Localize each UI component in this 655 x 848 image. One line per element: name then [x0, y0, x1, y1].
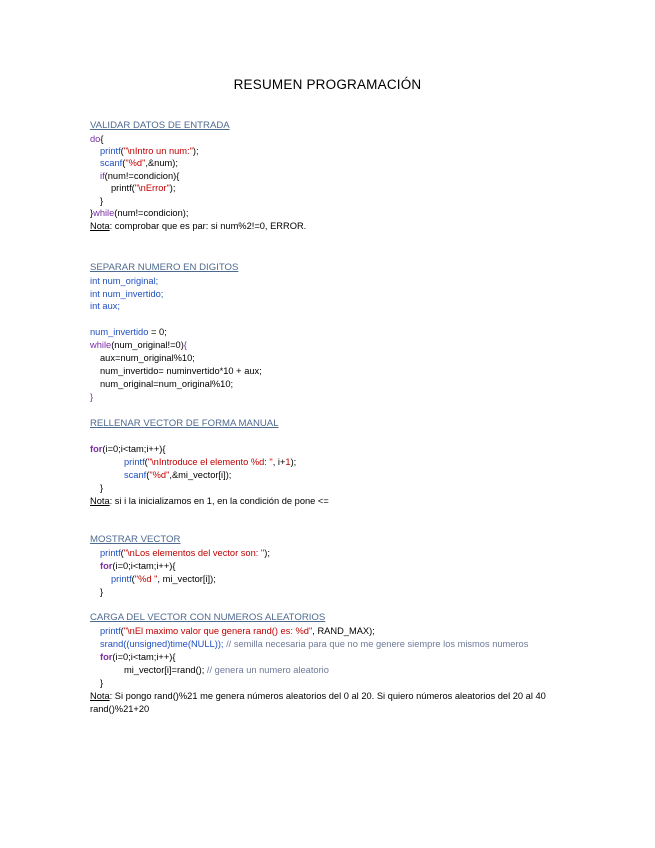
nota-label: Nota [90, 221, 110, 231]
code-line: int aux; [90, 301, 120, 311]
code-text: , i+ [272, 457, 286, 467]
keyword: do [90, 134, 101, 144]
code-line: } [100, 483, 104, 493]
section-heading-mostrar: MOSTRAR VECTOR [90, 534, 181, 545]
code-line [90, 133, 103, 146]
function-name: printf [111, 183, 132, 193]
string-literal: "%d" [125, 158, 146, 168]
string-literal: "%d " [134, 574, 158, 584]
code-line: } [100, 196, 104, 206]
code-line: int num_original; [90, 276, 159, 286]
code-line [100, 145, 199, 158]
nota-line-continuation: rand()%21+20 [90, 704, 150, 714]
code-text: ( [131, 183, 135, 193]
code-line [90, 443, 165, 456]
code-text: (i=0;i<tam;i++){ [112, 561, 176, 571]
code-line [111, 573, 216, 586]
code-text: ,&mi_vector[i]); [169, 470, 232, 480]
code-text: ); [192, 146, 199, 156]
function-name: printf [100, 548, 121, 558]
code-line [100, 547, 270, 560]
code-line [90, 326, 167, 339]
code-text: ( [120, 626, 124, 636]
string-literal: "\nIntro un num:" [123, 146, 193, 156]
code-text: ( [120, 548, 124, 558]
code-line: int num_invertido; [90, 289, 164, 299]
code-text: , mi_vector[i]); [157, 574, 216, 584]
string-literal: "\nLos elementos del vector son: " [123, 548, 265, 558]
section-heading-rellenar: RELLENAR VECTOR DE FORMA MANUAL [90, 418, 279, 429]
code-line [124, 456, 296, 469]
function-name: printf [111, 574, 132, 584]
number-literal: 1 [285, 457, 291, 467]
nota-label: Nota [90, 496, 110, 506]
code-text: (i=0;i<tam;i++){ [112, 652, 176, 662]
code-line: num_original=num_original%10; [100, 379, 234, 389]
code-text: , RAND_MAX); [312, 626, 375, 636]
code-text: (num!=condicion){ [104, 171, 180, 181]
function-name: printf [100, 146, 121, 156]
code-line [100, 651, 175, 664]
keyword: for [90, 444, 103, 454]
code-line [124, 664, 329, 677]
code-text: ); [169, 183, 176, 193]
function-name: scanf [124, 470, 147, 480]
string-literal: "\nIntroduce el elemento %d: " [147, 457, 273, 467]
section-heading-carga: CARGA DEL VECTOR CON NUMEROS ALEATORIOS [90, 612, 326, 623]
code-text: ( [122, 158, 126, 168]
keyword: while [90, 340, 112, 350]
code-line: aux=num_original%10; [100, 353, 195, 363]
nota-text: : Si pongo rand()%21 me genera números aleatorios del 0 al 20. Si quiero números aleatorios del 20 al 40 [109, 691, 546, 701]
variable: num_invertido [90, 327, 149, 337]
code-line [100, 625, 375, 638]
code-text: ); [264, 548, 270, 558]
string-literal: "\nEl maximo valor que genera rand() es: %d" [123, 626, 313, 636]
code-line [100, 560, 175, 573]
code-text: ((unsigned)time(NULL)); [123, 639, 224, 649]
code-line [90, 339, 187, 352]
function-name: printf [100, 626, 121, 636]
keyword: if [100, 171, 105, 181]
code-text: { [100, 134, 104, 144]
nota-line [90, 220, 306, 233]
code-text: (num_original!=0) [111, 340, 184, 350]
code-line [100, 157, 178, 170]
code-text: { [183, 340, 187, 350]
function-name: srand [100, 639, 124, 649]
code-text: ( [146, 470, 150, 480]
nota-line [90, 690, 546, 703]
code-line [100, 638, 528, 651]
keyword: for [100, 652, 113, 662]
nota-text: : si i la inicializamos en 1, en la condición de pone <= [109, 496, 329, 506]
section-heading-validar: VALIDAR DATOS DE ENTRADA [90, 120, 230, 131]
code-text: ( [120, 146, 124, 156]
keyword: for [100, 561, 113, 571]
code-line: } [90, 392, 94, 402]
code-comment: // genera un numero aleatorio [204, 665, 329, 675]
code-line [124, 469, 231, 482]
nota-label: Nota [90, 691, 110, 701]
code-line: } [100, 587, 104, 597]
code-line [111, 182, 175, 195]
code-text: (num!=condicion); [114, 208, 189, 218]
code-text: ,&num); [145, 158, 178, 168]
nota-text: : comprobar que es par: si num%2!=0, ERROR. [109, 221, 307, 231]
code-text: ); [290, 457, 297, 467]
string-literal: "\nError" [134, 183, 170, 193]
code-text: ( [131, 574, 135, 584]
code-line: } [100, 678, 104, 688]
keyword: while [93, 208, 115, 218]
section-heading-separar: SEPARAR NUMERO EN DIGITOS [90, 262, 239, 273]
page-title: RESUMEN PROGRAMACIÓN [233, 77, 422, 92]
nota-line [90, 495, 329, 508]
code-text: = 0; [148, 327, 167, 337]
code-line [100, 170, 179, 183]
code-text: } [90, 208, 94, 218]
code-text: mi_vector[i]=rand(); [124, 665, 205, 675]
code-comment: // semilla necesaria para que no me genere siempre los mismos numeros [223, 639, 529, 649]
code-line [90, 207, 188, 220]
function-name: printf [124, 457, 145, 467]
string-literal: "%d" [149, 470, 170, 480]
code-text: (i=0;i<tam;i++){ [102, 444, 166, 454]
function-name: scanf [100, 158, 123, 168]
code-text: ( [144, 457, 148, 467]
code-line: num_invertido= numinvertido*10 + aux; [100, 366, 262, 376]
